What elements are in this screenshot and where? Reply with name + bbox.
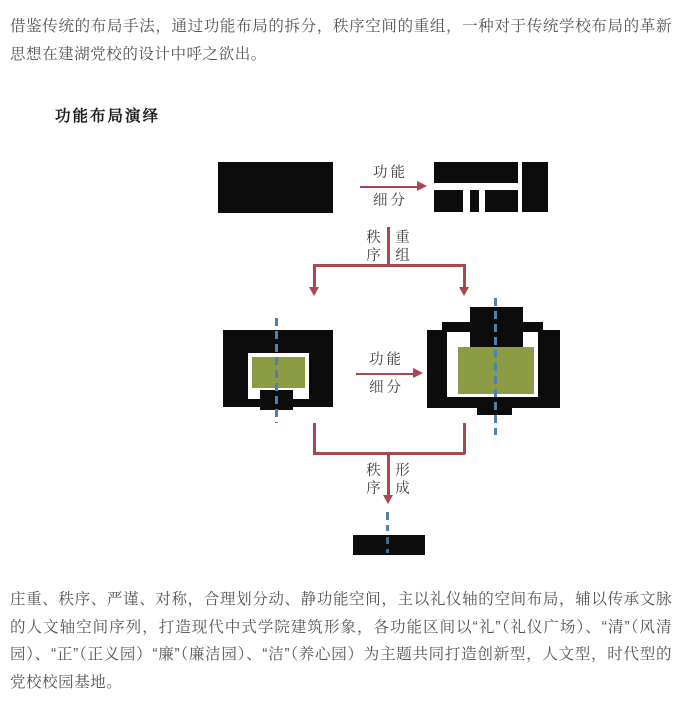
arrow-right-icon (417, 181, 427, 191)
reorganize-branch-bar (313, 264, 465, 267)
refine-arrow-1-label-bottom: 细分 (373, 192, 408, 209)
refine-arrow-2-label-top: 功能 (369, 352, 404, 368)
reorganize-stem-line (387, 227, 390, 266)
converge-right-line (463, 423, 466, 454)
subdivided-small-block-2 (485, 190, 518, 212)
subdivided-thin-block (470, 190, 479, 212)
ceremony-axis-left (275, 318, 278, 423)
refine-arrow-1 (356, 163, 422, 211)
form-stem-line (387, 452, 390, 496)
arrow-down-icon (383, 495, 393, 504)
reorganize-label-left: 秩序 (366, 230, 381, 264)
form-label-left: 秩序 (366, 463, 381, 497)
reorganize-label-right: 重组 (395, 230, 410, 264)
courtyard-scheme-left (223, 330, 333, 410)
intro-paragraph: 借鉴传统的布局手法，通过功能布局的拆分，秩序空间的重组，一种对于传统学校布局的革新思想在建湖党校的设计中呼之欲出。 (10, 18, 672, 63)
subdivided-small-block-1 (434, 190, 463, 212)
ceremony-axis-final-dim (386, 537, 389, 553)
final-block (353, 535, 425, 555)
refine-arrow-2-shaft (356, 373, 414, 376)
section-title: 功能布局演绎 (55, 108, 161, 125)
subdivided-tall-block (522, 162, 548, 212)
converge-left-line (313, 423, 316, 454)
refine-arrow-2-label-bottom: 细分 (369, 379, 404, 396)
branch-right-line (463, 264, 466, 288)
ceremony-axis-right (494, 298, 497, 435)
form-label-right: 形成 (395, 463, 410, 497)
refine-arrow-1-shaft (360, 186, 418, 189)
arrow-right-icon (413, 368, 423, 378)
refine-arrow-2 (352, 350, 418, 398)
arrow-down-icon (309, 287, 319, 296)
arrow-down-icon (459, 287, 469, 296)
branch-left-line (313, 264, 316, 288)
conclusion-paragraph: 庄重、秩序、严谨、对称，合理划分动、静功能空间，主以礼仪轴的空间布局，辅以传承文脉的人文轴空间序列，打造现代中式学院建筑形象，各功能区间以“礼”（礼仪广场）、“清”（风清园）、“正”（正义园）“廉”（廉洁园）、“洁”（养心园）为主题共同打造创新型，人文型，时代型的党校校园基地。 (10, 591, 672, 691)
ceremony-axis-final (386, 512, 389, 531)
refine-arrow-1-label-top: 功能 (373, 165, 408, 181)
courtyard-left-garden (252, 357, 305, 388)
initial-mass-block (218, 162, 333, 213)
subdivided-top-bar (434, 162, 518, 183)
